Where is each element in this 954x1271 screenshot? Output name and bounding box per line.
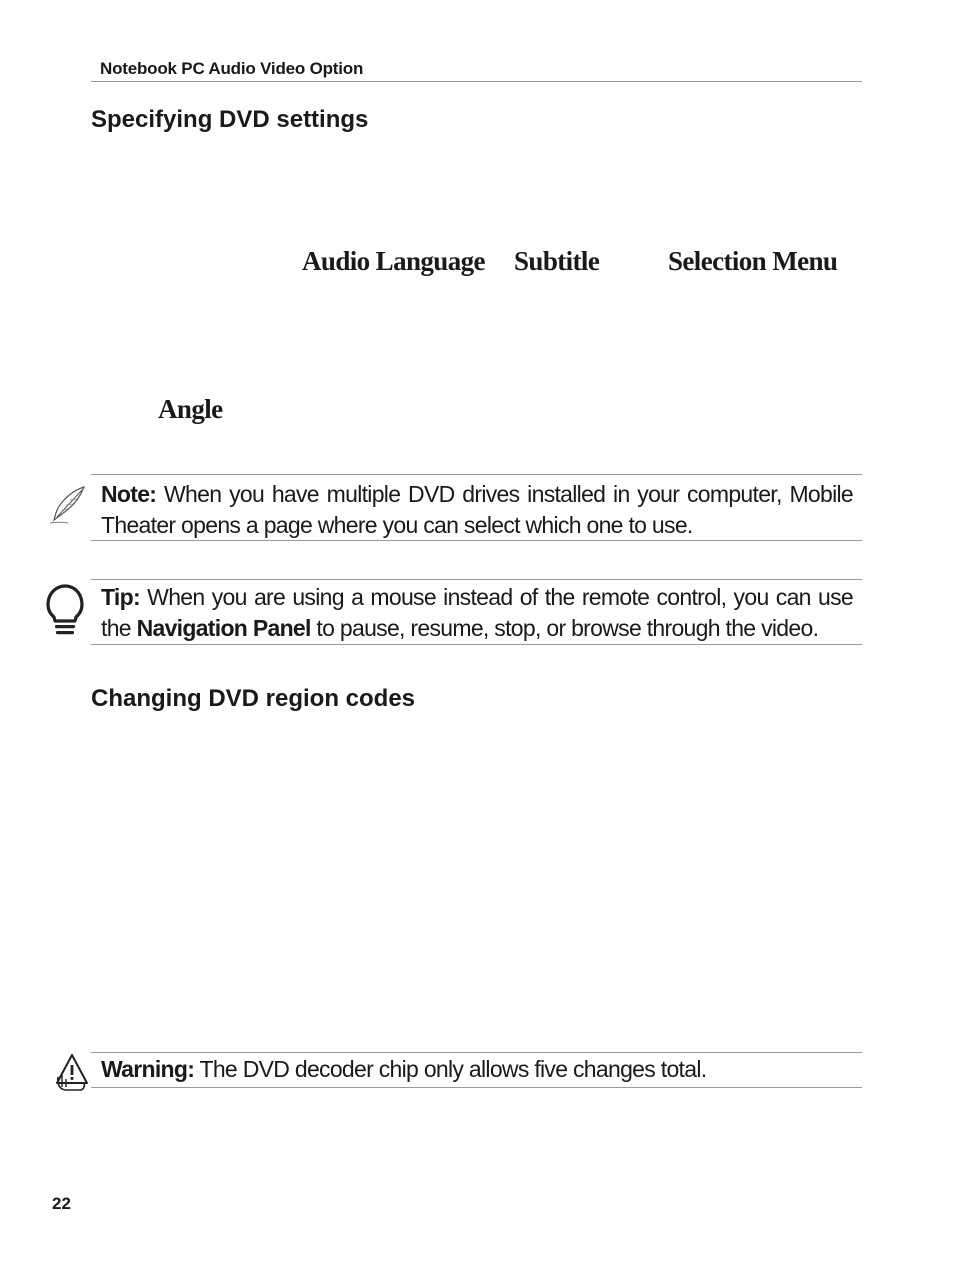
note-body: When you have multiple DVD drives installed in your computer, Mobile Theater opens a page where you can select which one to use.: [101, 481, 853, 538]
section-heading-region-codes: Changing DVD region codes: [91, 685, 416, 712]
lightbulb-icon: [44, 583, 86, 642]
term-subtitle: Subtitle: [514, 246, 600, 276]
warning-callout: [91, 1052, 862, 1088]
term-audio-language: Audio Language: [302, 246, 485, 276]
section-heading-dvd-settings: Specifying DVD settings: [91, 106, 369, 133]
tip-body-end: to pause, resume, stop, or browse through the video.: [310, 615, 819, 641]
running-header-title: Notebook PC Audio Video Option: [100, 59, 364, 78]
feather-pen-icon: [48, 484, 90, 531]
warning-body: The DVD decoder chip only allows five changes total.: [194, 1056, 707, 1082]
warning-label: Warning:: [101, 1056, 195, 1082]
header-rule: [91, 81, 862, 82]
tip-label: Tip:: [101, 584, 140, 610]
tip-callout: [91, 579, 862, 645]
note-label: Note:: [101, 481, 157, 507]
tip-text: [101, 582, 853, 644]
warning-text: [101, 1054, 853, 1085]
warning-hand-icon: [54, 1053, 90, 1098]
note-callout: [91, 474, 862, 541]
page-number: 22: [52, 1194, 71, 1213]
tip-body-start: When you are using a mouse instead of the remote control, you can use the: [101, 584, 853, 641]
term-angle: Angle: [158, 394, 223, 424]
tip-emphasis: Navigation Panel: [136, 615, 311, 641]
note-text: [101, 479, 853, 541]
term-selection-menu: Selection Menu: [668, 246, 838, 276]
